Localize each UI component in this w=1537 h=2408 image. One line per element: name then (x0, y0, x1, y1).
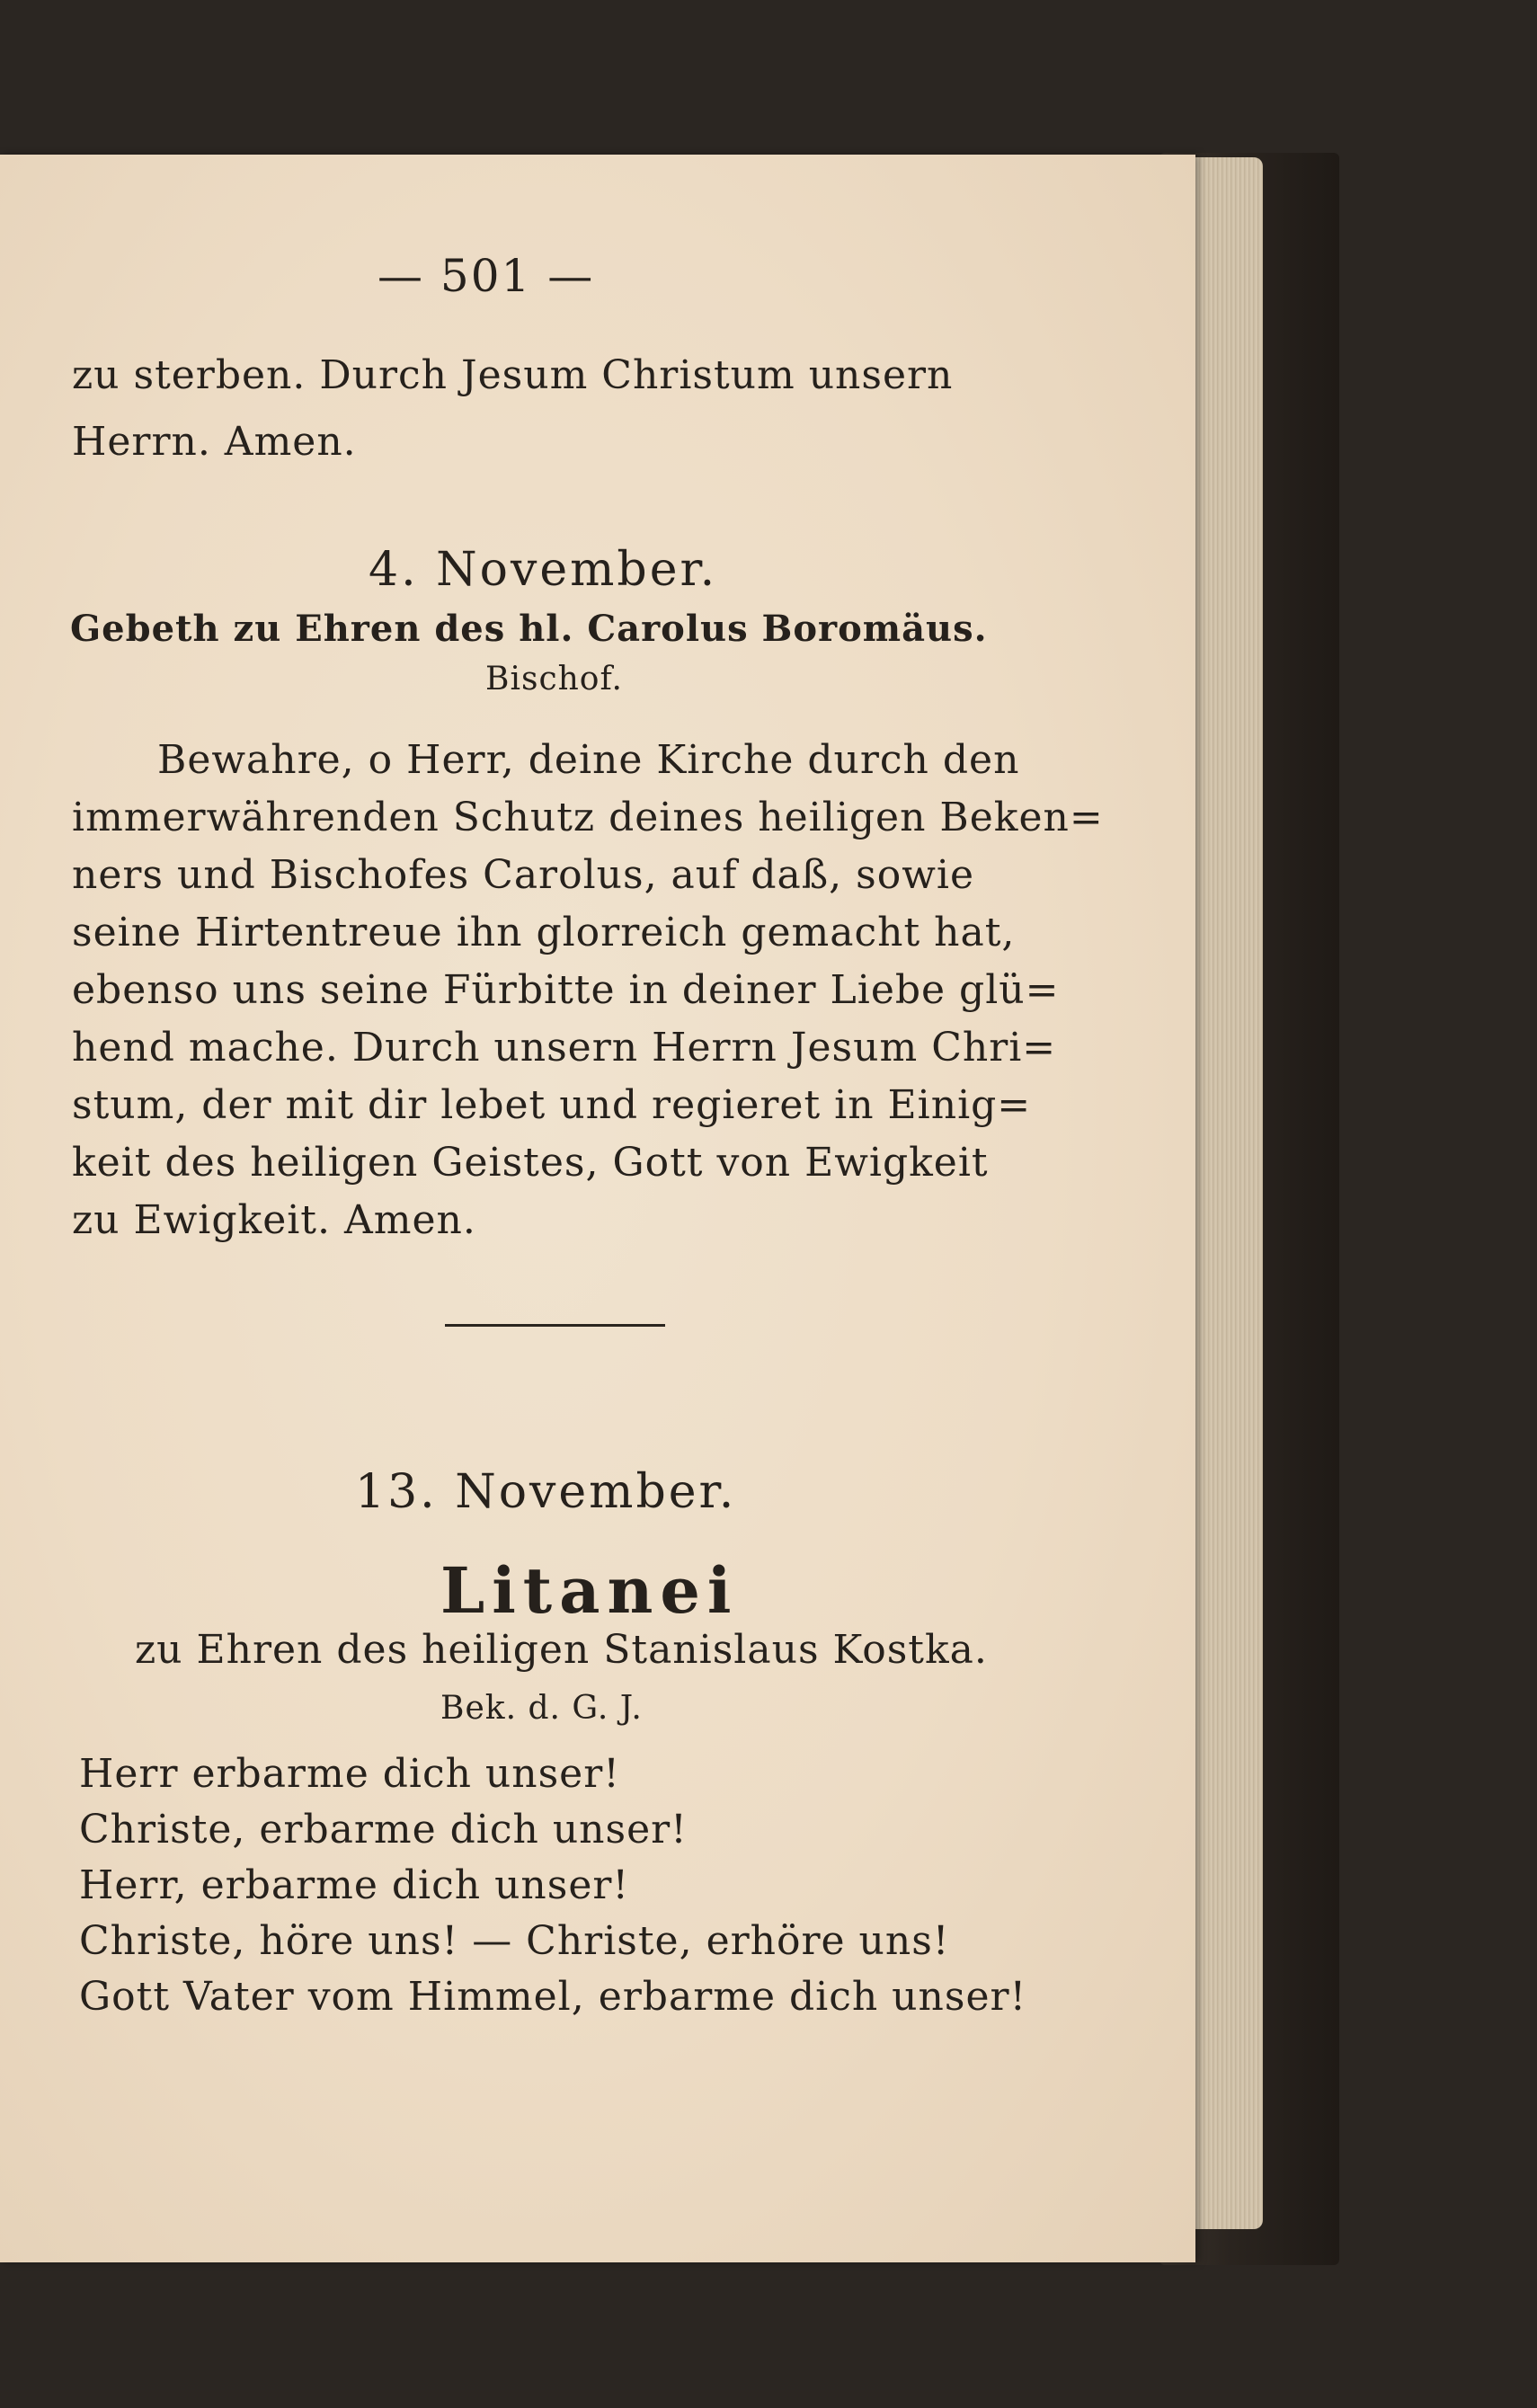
page-number: — 501 — (378, 250, 595, 302)
body-line: keit des heiligen Geistes, Gott von Ewigkeit (72, 1140, 989, 1186)
intro-line: zu sterben. Durch Jesum Christum unsern (72, 352, 954, 398)
litany-order: Bek. d. G. J. (440, 1690, 643, 1727)
section-title-cont: Bischof. (485, 661, 623, 698)
intro-line: Herrn. Amen. (72, 419, 357, 465)
section-title: Gebeth zu Ehren des hl. Carolus Boromäus. (70, 608, 988, 650)
body-line: seine Hirtentreue ihn glorreich gemacht hat, (72, 910, 1016, 955)
section-date: 13. November. (355, 1465, 737, 1519)
litany-line: Gott Vater vom Himmel, erbarme dich unser! (79, 1974, 1027, 2020)
litany-line: Christe, erbarme dich unser! (79, 1807, 688, 1853)
body-line: ebenso uns seine Fürbitte in deiner Liebe glü= (72, 967, 1060, 1013)
body-line: zu Ewigkeit. Amen. (72, 1197, 476, 1243)
section-date: 4. November. (369, 543, 718, 597)
body-line: Bewahre, o Herr, deine Kirche durch den (157, 737, 1020, 783)
litany-line: Christe, höre uns! — Christe, erhöre uns! (79, 1918, 950, 1964)
litany-subtitle: zu Ehren des heiligen Stanislaus Kostka. (135, 1627, 988, 1673)
litany-title: Litanei (440, 1553, 739, 1628)
section-divider (445, 1324, 665, 1327)
body-line: immerwährenden Schutz deines heiligen Beken= (72, 795, 1104, 840)
litany-line: Herr erbarme dich unser! (79, 1751, 620, 1797)
body-line: stum, der mit dir lebet und regieret in Einig= (72, 1082, 1032, 1128)
body-line: ners und Bischofes Carolus, auf daß, sowie (72, 852, 974, 898)
litany-line: Herr, erbarme dich unser! (79, 1862, 630, 1908)
body-line: hend mache. Durch unsern Herrn Jesum Chri= (72, 1025, 1057, 1071)
